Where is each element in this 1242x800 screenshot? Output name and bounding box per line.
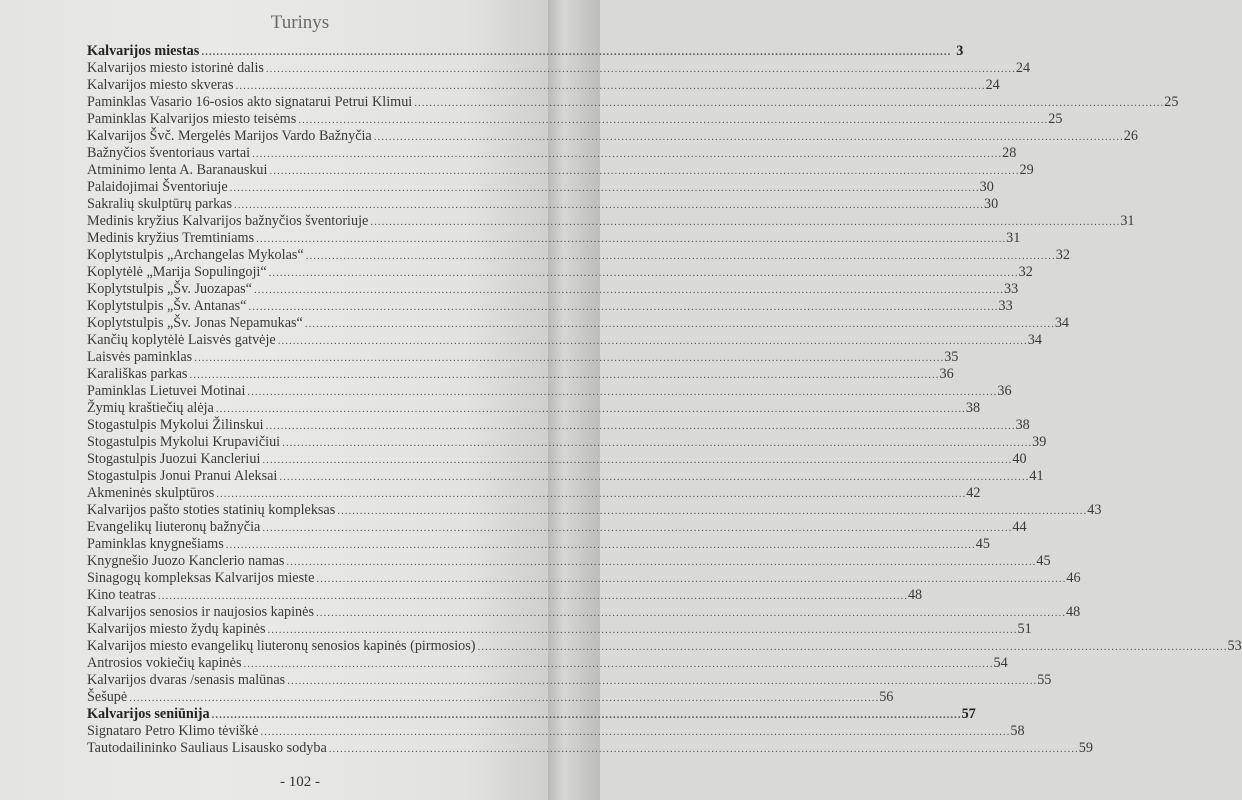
toc-entry-page: 31 bbox=[1006, 230, 1021, 246]
dot-leader: ........................................................................................................................................................................................................ bbox=[262, 454, 1013, 466]
dot-leader: ........................................................................................................................................................................................................ bbox=[414, 97, 1165, 109]
toc-entry-title: Knygnešio Juozo Kanclerio namas bbox=[87, 553, 285, 569]
dot-leader: ........................................................................................................................................................................................................ bbox=[265, 63, 1016, 75]
toc-entry-page: 56 bbox=[879, 689, 894, 705]
toc-entry-page: 54 bbox=[993, 655, 1008, 671]
toc-entry-page: 42 bbox=[966, 485, 981, 501]
dot-leader: ........................................................................................................................................................................................................ bbox=[129, 692, 880, 704]
toc-entry-page: 34 bbox=[1027, 332, 1042, 348]
toc-entry-page: 38 bbox=[1015, 417, 1030, 433]
toc-entry-page: 57 bbox=[961, 706, 976, 722]
toc-entry-title: Medinis kryžius Kalvarijos bažnyčios šventoriuje bbox=[87, 213, 369, 229]
dot-leader: ........................................................................................................................................................................................................ bbox=[229, 182, 980, 194]
toc-entry-title: Laisvės paminklas bbox=[87, 349, 193, 365]
toc-entry-page: 25 bbox=[1048, 111, 1063, 127]
toc-entry-page: 48 bbox=[1065, 604, 1081, 620]
toc-entry-page: 46 bbox=[1066, 570, 1081, 586]
toc-entry-title: Paminklas Lietuvei Motinai bbox=[87, 383, 246, 399]
toc-entry bbox=[87, 400, 981, 417]
toc-entry-title: Žymių kraštiečių alėja bbox=[87, 400, 214, 416]
toc-entry-title: Stogastulpis Mykolui Žilinskui bbox=[87, 417, 264, 433]
dot-leader: ........................................................................................................................................................................................................ bbox=[287, 675, 1038, 687]
toc-entry-page: 34 bbox=[1054, 315, 1069, 331]
toc-entry-page: 51 bbox=[1017, 621, 1032, 637]
toc-entry bbox=[87, 672, 1052, 689]
toc-entry-page: 40 bbox=[1012, 451, 1027, 467]
dot-leader: ........................................................................................................................................................................................................ bbox=[269, 165, 1020, 177]
toc-entry-title: Kalvarijos dvaras /senasis malūnas bbox=[87, 672, 286, 688]
toc-entry-title: Koplytstulpis „Šv. Jonas Nepamukas“ bbox=[87, 315, 303, 331]
dot-leader: ........................................................................................................................................................................................................ bbox=[477, 641, 1228, 653]
toc-entry-title: Kino teatras bbox=[87, 587, 156, 603]
toc-entry-page: 36 bbox=[997, 383, 1012, 399]
dot-leader: ........................................................................................................................................................................................................ bbox=[337, 505, 1088, 517]
toc-entry bbox=[87, 111, 1063, 128]
toc-entry-page: 31 bbox=[1120, 213, 1135, 229]
toc-entry-title: Sinagogų kompleksas Kalvarijos mieste bbox=[87, 570, 315, 586]
toc-entry bbox=[87, 383, 1012, 400]
toc-entry-page: 44 bbox=[1012, 519, 1027, 535]
toc-entry-page: 55 bbox=[1037, 672, 1052, 688]
toc-entry-page: 32 bbox=[1055, 247, 1070, 263]
toc-entry bbox=[87, 451, 1027, 468]
toc-entry-page: 59 bbox=[1078, 740, 1093, 756]
toc-entry-title: Kalvarijos pašto stoties statinių kompleksas bbox=[87, 502, 336, 518]
toc-entry bbox=[87, 366, 954, 383]
toc-entry bbox=[87, 723, 1025, 740]
toc-entry bbox=[87, 417, 1030, 434]
toc-entry-page: 32 bbox=[1018, 264, 1033, 280]
toc-entry-page: 38 bbox=[965, 400, 981, 416]
dot-leader: ........................................................................................................................................................................................................ bbox=[265, 420, 1016, 432]
dot-leader: ........................................................................................................................................................................................................ bbox=[268, 267, 1019, 279]
dot-leader: ........................................................................................................................................................................................................ bbox=[235, 80, 986, 92]
toc-entry bbox=[87, 213, 1135, 230]
toc-section-heading bbox=[87, 706, 976, 723]
dot-leader: ........................................................................................................................................................................................................ bbox=[305, 250, 1056, 262]
dot-leader: ........................................................................................................................................................................................................ bbox=[316, 573, 1067, 585]
toc-entry bbox=[87, 536, 990, 553]
toc-entry-title: Kalvarijos senosios ir naujosios kapinės bbox=[87, 604, 314, 620]
page-title: Turinys bbox=[270, 12, 330, 33]
toc-entry-title: Koplytstulpis „Archangelas Mykolas“ bbox=[87, 247, 304, 263]
toc-entry-title: Šešupė bbox=[87, 689, 128, 705]
toc-entry-page: 35 bbox=[944, 349, 959, 365]
toc-entry-title: Kalvarijos seniūnija bbox=[87, 706, 210, 722]
toc-entry-title: Kančių koplytėlė Laisvės gatvėje bbox=[87, 332, 276, 348]
table-of-contents bbox=[87, 43, 1242, 757]
toc-entry-title: Kalvarijos miesto žydų kapinės bbox=[87, 621, 266, 637]
toc-entry bbox=[87, 179, 994, 196]
toc-entry-title: Palaidojimai Šventoriuje bbox=[87, 179, 228, 195]
toc-entry-title: Kalvarijos Švč. Mergelės Marijos Vardo Bažnyčia bbox=[87, 128, 372, 144]
dot-leader: ........................................................................................................................................................................................................ bbox=[253, 284, 1004, 296]
toc-entry-page: 3 bbox=[956, 43, 964, 59]
toc-entry bbox=[87, 145, 1017, 162]
dot-leader: ........................................................................................................................................................................................................ bbox=[279, 471, 1030, 483]
dot-leader: ........................................................................................................................................................................................................ bbox=[286, 556, 1037, 568]
toc-entry-title: Paminklas Kalvarijos miesto teisėms bbox=[87, 111, 297, 127]
dot-leader: ........................................................................................................................................................................................................ bbox=[262, 522, 1013, 534]
toc-entry bbox=[87, 60, 1031, 77]
toc-entry-title: Kalvarijos miesto istorinė dalis bbox=[87, 60, 264, 76]
dot-leader: ........................................................................................................................................................................................................ bbox=[234, 199, 984, 211]
toc-entry-title: Koplytėlė „Marija Sopulingoji“ bbox=[87, 264, 267, 280]
dot-leader: ........................................................................................................................................................................................................ bbox=[256, 233, 1007, 245]
toc-entry bbox=[87, 298, 1013, 315]
toc-entry-page: 26 bbox=[1123, 128, 1138, 144]
dot-leader: ........................................................................................................................................................................................................ bbox=[328, 743, 1079, 755]
toc-entry-page: 24 bbox=[985, 77, 1000, 93]
toc-entry-title: Kalvarijos miesto skveras bbox=[87, 77, 234, 93]
dot-leader: ........................................................................................................................................................................................................ bbox=[225, 539, 976, 551]
toc-entry-title: Stogastulpis Mykolui Krupavičiui bbox=[87, 434, 281, 450]
toc-entry-page: 43 bbox=[1087, 502, 1102, 518]
toc-entry bbox=[87, 94, 1179, 111]
toc-entry-page: 45 bbox=[1036, 553, 1051, 569]
page-number: - 102 - bbox=[280, 774, 320, 790]
toc-entry-title: Koplytstulpis „Šv. Antanas“ bbox=[87, 298, 247, 314]
toc-entry bbox=[87, 230, 1021, 247]
toc-entry-page: 53 bbox=[1227, 638, 1242, 654]
dot-leader: ........................................................................................................................................................................................................ bbox=[298, 114, 1049, 126]
dot-leader: ........................................................................................................................................................................................................ bbox=[370, 216, 1121, 228]
dot-leader: ........................................................................................................................................................................................................ bbox=[277, 335, 1028, 347]
toc-entry-title: Koplytstulpis „Šv. Juozapas“ bbox=[87, 281, 252, 297]
dot-leader: ........................................................................................................................................................................................................ bbox=[211, 709, 962, 721]
toc-entry bbox=[87, 315, 1069, 332]
toc-entry-page: 45 bbox=[975, 536, 990, 552]
dot-leader: ........................................................................................................................................................................................................ bbox=[215, 403, 966, 415]
toc-entry-page: 58 bbox=[1010, 723, 1025, 739]
dot-leader: ........................................................................................................................................................................................................ bbox=[216, 488, 967, 500]
toc-entry-title: Antrosios vokiečių kapinės bbox=[87, 655, 242, 671]
dot-leader: ........................................................................................................................................................................................................ bbox=[189, 369, 940, 381]
toc-entry-title: Paminklas knygnešiams bbox=[87, 536, 224, 552]
toc-entry-page: 24 bbox=[1015, 60, 1031, 76]
toc-entry bbox=[87, 281, 1019, 298]
dot-leader: ........................................................................................................................................................................................................ bbox=[267, 624, 1018, 636]
toc-entry bbox=[87, 740, 1093, 757]
toc-entry bbox=[87, 434, 1047, 451]
toc-entry bbox=[87, 247, 1070, 264]
toc-entry bbox=[87, 519, 1027, 536]
toc-entry bbox=[87, 485, 981, 502]
dot-leader: ........................................................................................................................................................................................................ bbox=[247, 386, 998, 398]
dot-leader: ........................................................................................................................................................................................................ bbox=[282, 437, 1033, 449]
toc-entry-title: Akmeninės skulptūros bbox=[87, 485, 215, 501]
toc-entry bbox=[87, 604, 1081, 621]
toc-entry-page: 33 bbox=[998, 298, 1013, 314]
dot-leader: ........................................................................................................................................................................................................ bbox=[194, 352, 945, 364]
toc-entry-page: 30 bbox=[984, 196, 999, 212]
toc-entry-title: Signataro Petro Klimo tėviškė bbox=[87, 723, 259, 739]
toc-entry-title: Stogastulpis Jonui Pranui Aleksai bbox=[87, 468, 278, 484]
toc-entry-title: Stogastulpis Juozui Kancleriui bbox=[87, 451, 261, 467]
toc-entry bbox=[87, 689, 894, 706]
toc-entry-title: Paminklas Vasario 16-osios akto signatarui Petrui Klimui bbox=[87, 94, 413, 110]
toc-entry-page: 33 bbox=[1003, 281, 1019, 297]
toc-entry bbox=[87, 162, 1034, 179]
toc-entry bbox=[87, 587, 923, 604]
dot-leader: ........................................................................................................................................................................................................ bbox=[373, 131, 1124, 143]
toc-entry-title: Sakralių skulptūrų parkas bbox=[87, 196, 232, 212]
toc-entry bbox=[87, 570, 1081, 587]
toc-entry bbox=[87, 621, 1032, 638]
dot-leader: ........................................................................................................................................................................................................ bbox=[248, 301, 999, 313]
toc-section-heading bbox=[87, 43, 964, 60]
toc-entry-title: Medinis kryžius Tremtiniams bbox=[87, 230, 255, 246]
dot-leader: ........................................................................................................................................................................................................ bbox=[243, 658, 994, 670]
toc-entry-page: 39 bbox=[1032, 434, 1047, 450]
toc-entry-title: Tautodailininko Sauliaus Lisausko sodyba bbox=[87, 740, 327, 756]
dot-leader: ........................................................................................................................................................................................................ bbox=[201, 46, 952, 58]
toc-entry-title: Karališkas parkas bbox=[87, 366, 188, 382]
toc-entry-page: 28 bbox=[1002, 145, 1017, 161]
dot-leader: ........................................................................................................................................................................................................ bbox=[252, 148, 1003, 160]
dot-leader: ........................................................................................................................................................................................................ bbox=[304, 318, 1055, 330]
toc-entry bbox=[87, 196, 999, 213]
toc-entry-page: 25 bbox=[1164, 94, 1179, 110]
toc-entry bbox=[87, 332, 1042, 349]
toc-entry-title: Evangelikų liuteronų bažnyčia bbox=[87, 519, 261, 535]
toc-entry bbox=[87, 77, 1000, 94]
dot-leader: ........................................................................................................................................................................................................ bbox=[260, 726, 1011, 738]
toc-entry-page: 30 bbox=[979, 179, 994, 195]
toc-entry-title: Atminimo lenta A. Baranauskui bbox=[87, 162, 268, 178]
toc-entry bbox=[87, 638, 1242, 655]
toc-entry bbox=[87, 349, 959, 366]
toc-entry bbox=[87, 264, 1033, 281]
toc-entry bbox=[87, 553, 1051, 570]
toc-entry-page: 48 bbox=[907, 587, 923, 603]
toc-entry-title: Kalvarijos miesto evangelikų liuteronų senosios kapinės (pirmosios) bbox=[87, 638, 476, 654]
toc-entry-page: 36 bbox=[939, 366, 954, 382]
toc-entry-page: 29 bbox=[1019, 162, 1034, 178]
toc-entry-page: 41 bbox=[1029, 468, 1044, 484]
toc-entry bbox=[87, 502, 1102, 519]
toc-entry bbox=[87, 468, 1044, 485]
toc-entry bbox=[87, 655, 1008, 672]
dot-leader: ........................................................................................................................................................................................................ bbox=[157, 590, 908, 602]
toc-entry-title: Bažnyčios šventoriaus vartai bbox=[87, 145, 251, 161]
toc-entry bbox=[87, 128, 1138, 145]
dot-leader: ........................................................................................................................................................................................................ bbox=[315, 607, 1066, 619]
toc-entry-title: Kalvarijos miestas bbox=[87, 43, 200, 59]
